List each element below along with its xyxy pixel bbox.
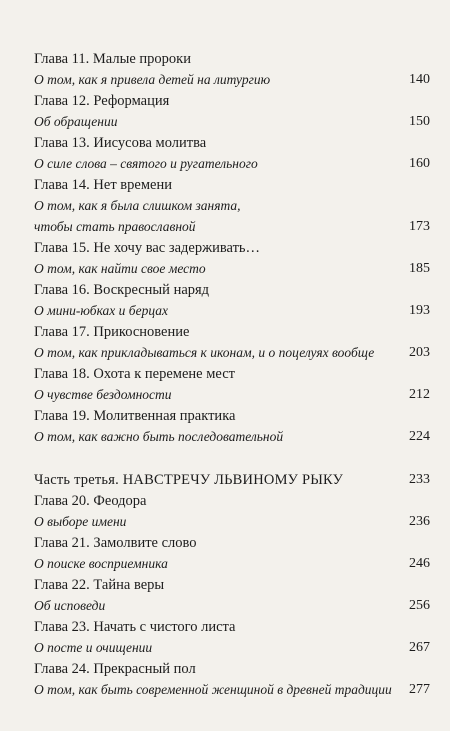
chapter-16-subtitle: О мини-юбках и берцах: [34, 303, 168, 318]
chapter-subtitle-row: [34, 384, 430, 405]
part-three-title: Часть третья. НАВСТРЕЧУ ЛЬВИНОМУ РЫКУ: [34, 472, 344, 488]
chapter-23-page: 267: [409, 640, 430, 655]
chapter-14-title: Глава 14. Нет времени: [34, 177, 172, 193]
chapter-15-title: Глава 15. Не хочу вас задерживать…: [34, 240, 261, 256]
chapter-title: [34, 237, 430, 258]
chapter-13-title: Глава 13. Иисусова молитва: [34, 135, 207, 151]
chapter-23-subtitle: О посте и очищении: [34, 640, 153, 655]
chapter-12-title: Глава 12. Реформация: [34, 93, 170, 109]
chapter-17-page: 203: [409, 345, 430, 360]
chapter-19-title: Глава 19. Молитвенная практика: [34, 408, 236, 424]
chapter-20-title: Глава 20. Феодора: [34, 493, 147, 509]
chapter-15-subtitle: О том, как найти свое место: [34, 261, 206, 276]
chapter-title: [34, 616, 430, 637]
chapter-19-subtitle: О том, как важно быть последовательной: [34, 429, 284, 444]
chapter-title: [34, 321, 430, 342]
chapter-title: [34, 174, 430, 195]
chapter-11-subtitle: О том, как я привела детей на литургию: [34, 72, 271, 87]
chapter-title: [34, 363, 430, 384]
chapter-22-title: Глава 22. Тайна веры: [34, 577, 165, 593]
chapter-20-page: 236: [409, 514, 430, 529]
chapter-24-title: Глава 24. Прекрасный пол: [34, 661, 196, 677]
chapter-12-page: 150: [409, 114, 430, 129]
table-of-contents: [34, 48, 430, 700]
chapter-subtitle-row: [34, 595, 430, 616]
chapter-18-subtitle: О чувстве бездомности: [34, 387, 172, 402]
chapter-11-title: Глава 11. Малые пророки: [34, 51, 191, 67]
chapter-title: [34, 532, 430, 553]
chapter-15-page: 185: [409, 261, 430, 276]
chapter-title: [34, 132, 430, 153]
chapter-16-page: 193: [409, 303, 430, 318]
chapter-subtitle-row: [34, 553, 430, 574]
chapter-subtitle-row: [34, 511, 430, 532]
chapter-title: [34, 279, 430, 300]
chapter-12-subtitle: Об обращении: [34, 114, 118, 129]
chapter-title: [34, 90, 430, 111]
chapter-title: [34, 658, 430, 679]
chapter-21-page: 246: [409, 556, 430, 571]
chapter-24-subtitle: О том, как быть современной женщиной в древней традиции: [34, 682, 392, 697]
chapter-subtitle-row: [34, 300, 430, 321]
chapter-subtitle-row: [34, 153, 430, 174]
chapter-11-page: 140: [409, 72, 430, 87]
chapter-21-subtitle: О поиске восприемника: [34, 556, 168, 571]
chapter-subtitle-row: [34, 111, 430, 132]
chapter-22-page: 256: [409, 598, 430, 613]
chapter-13-page: 160: [409, 156, 430, 171]
section-gap: [34, 447, 430, 469]
chapter-subtitle-row: [34, 637, 430, 658]
chapter-subtitle-row: [34, 342, 430, 363]
chapter-22-subtitle: Об исповеди: [34, 598, 106, 613]
chapter-14-subtitle-line-1: О том, как я была слишком занята,: [34, 198, 241, 213]
chapter-subtitle-row: [34, 195, 430, 237]
chapter-title: [34, 490, 430, 511]
chapter-14-subtitle-line-2: чтобы стать православной: [34, 219, 196, 234]
chapter-title: [34, 405, 430, 426]
chapter-17-title: Глава 17. Прикосновение: [34, 324, 190, 340]
chapter-subtitle-row: [34, 69, 430, 90]
chapter-18-page: 212: [409, 387, 430, 402]
chapter-23-title: Глава 23. Начать с чистого листа: [34, 619, 236, 635]
chapter-subtitle-row: [34, 258, 430, 279]
chapter-21-title: Глава 21. Замолвите слово: [34, 535, 197, 551]
chapter-18-title: Глава 18. Охота к перемене мест: [34, 366, 235, 382]
chapter-subtitle-row: [34, 679, 430, 700]
chapter-19-page: 224: [409, 429, 430, 444]
chapter-16-title: Глава 16. Воскресный наряд: [34, 282, 210, 298]
chapter-title: [34, 48, 430, 69]
chapter-20-subtitle: О выборе имени: [34, 514, 127, 529]
chapter-13-subtitle: О силе слова – святого и ругательного: [34, 156, 258, 171]
part-heading-row: [34, 469, 430, 490]
chapter-24-page: 277: [409, 682, 430, 697]
part-three-page: 233: [409, 472, 430, 487]
chapter-subtitle-row: [34, 426, 430, 447]
chapter-title: [34, 574, 430, 595]
chapter-14-page: 173: [409, 219, 430, 234]
chapter-17-subtitle: О том, как прикладываться к иконам, и о поцелуях вообще: [34, 345, 375, 360]
